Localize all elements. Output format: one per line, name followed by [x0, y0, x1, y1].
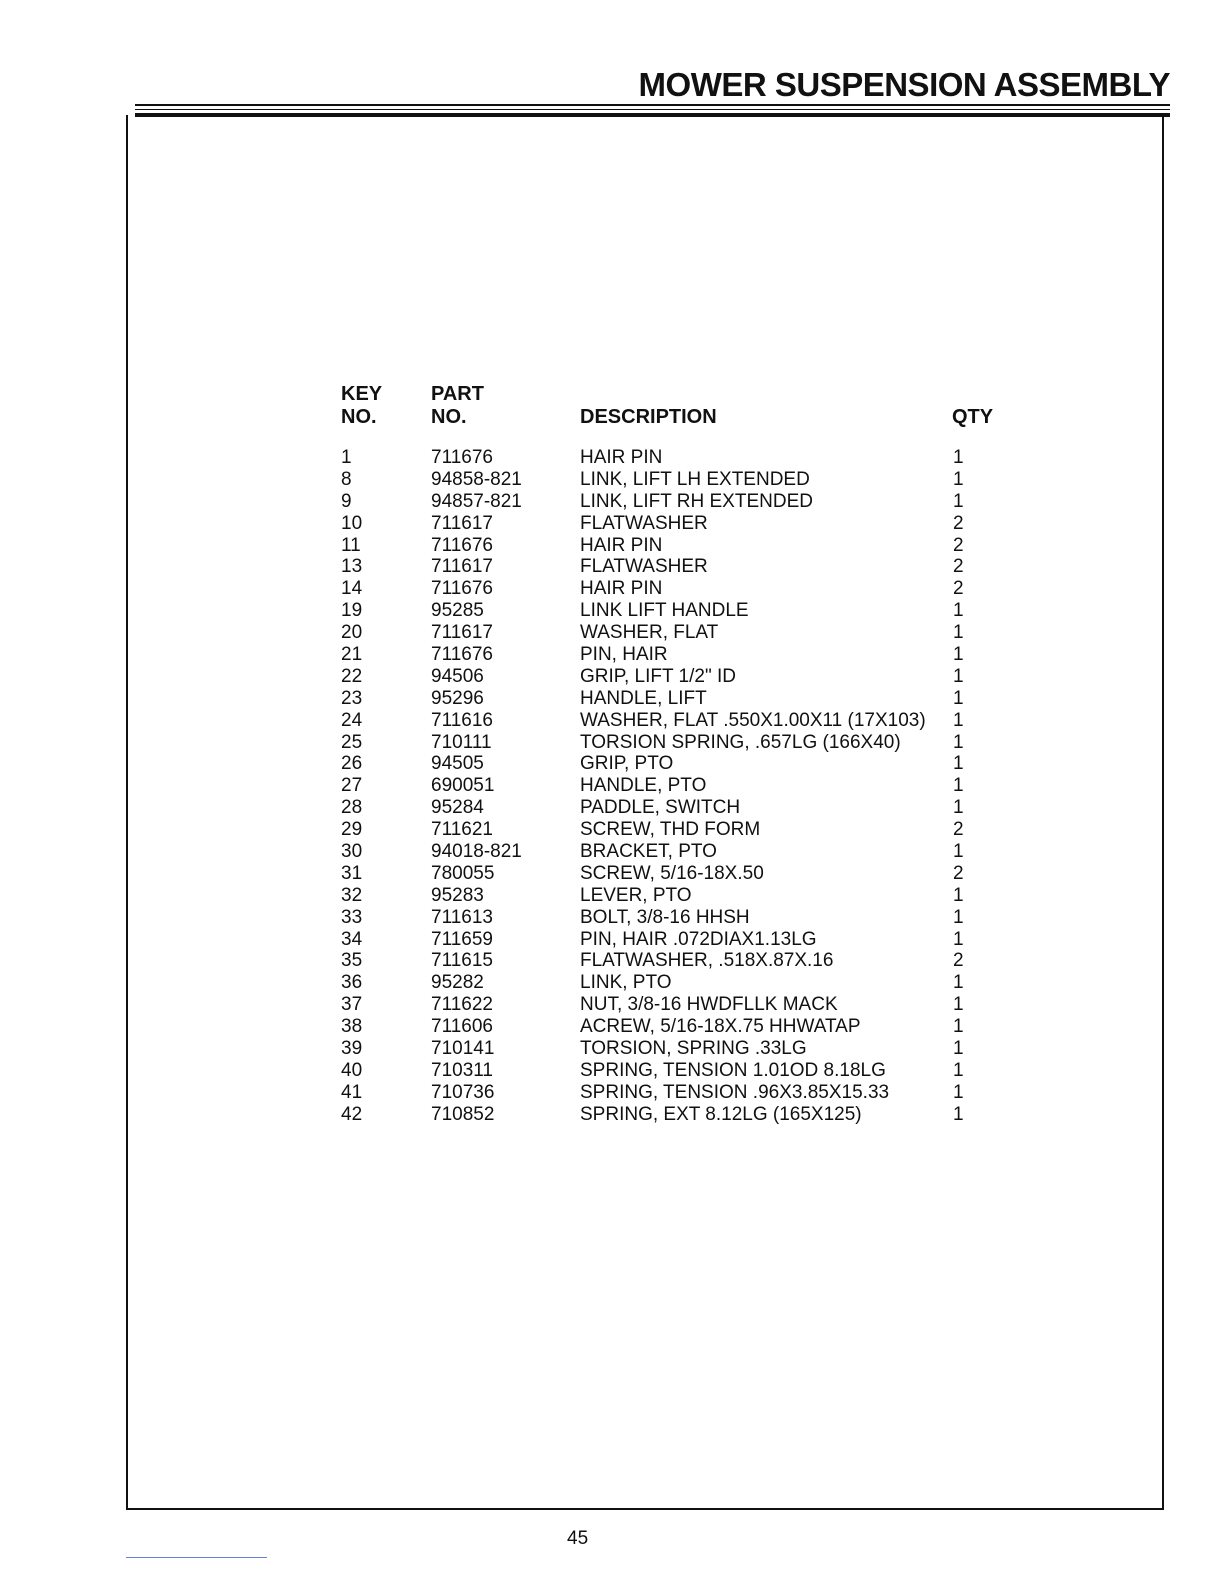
- table-row: [341, 513, 1011, 535]
- qty-cell: 1: [953, 884, 964, 906]
- key-no-cell: 29: [341, 819, 363, 841]
- table-row: [341, 950, 1011, 972]
- table-row: [341, 1082, 1011, 1104]
- part-no-cell: 711613: [431, 906, 493, 928]
- key-no-cell: 8: [341, 468, 352, 490]
- key-no-cell: 41: [341, 1081, 363, 1103]
- key-no-cell: 26: [341, 753, 363, 775]
- description-cell: PIN, HAIR .072DIAX1.13LG: [580, 928, 817, 950]
- part-no-cell: 710111: [431, 731, 492, 753]
- qty-cell: 1: [953, 928, 964, 950]
- description-cell: ACREW, 5/16-18X.75 HHWATAP: [580, 1016, 861, 1038]
- part-no-cell: 94857-821: [431, 490, 522, 512]
- key-no-cell: 31: [341, 862, 363, 884]
- key-no-cell: 35: [341, 950, 363, 972]
- qty-cell: 1: [953, 622, 964, 644]
- page-number: 45: [567, 1528, 589, 1549]
- part-no-cell: 95296: [431, 687, 484, 709]
- description-cell: SPRING, EXT 8.12LG (165X125): [580, 1103, 862, 1125]
- description-cell: BOLT, 3/8-16 HHSH: [580, 906, 750, 928]
- key-no-cell: 9: [341, 490, 352, 512]
- description-cell: FLATWASHER: [580, 556, 708, 578]
- table-header: [341, 383, 1011, 447]
- description-cell: GRIP, PTO: [580, 753, 674, 775]
- table-row: [341, 1060, 1011, 1082]
- header-description: DESCRIPTION: [580, 406, 717, 428]
- key-no-cell: 38: [341, 1016, 363, 1038]
- description-cell: PIN, HAIR: [580, 644, 668, 666]
- part-no-cell: 94018-821: [431, 841, 522, 863]
- part-no-cell: 780055: [431, 862, 495, 884]
- description-cell: TORSION SPRING, .657LG (166X40): [580, 731, 901, 753]
- description-cell: HANDLE, PTO: [580, 775, 707, 797]
- key-no-cell: 42: [341, 1103, 363, 1125]
- part-no-cell: 690051: [431, 775, 495, 797]
- description-cell: SCREW, THD FORM: [580, 819, 761, 841]
- description-cell: SPRING, TENSION 1.01OD 8.18LG: [580, 1059, 886, 1081]
- table-row: [341, 666, 1011, 688]
- title-rule-middle: [135, 109, 1170, 110]
- key-no-cell: 23: [341, 687, 363, 709]
- key-no-cell: 33: [341, 906, 363, 928]
- description-cell: NUT, 3/8-16 HWDFLLK MACK: [580, 994, 838, 1016]
- key-no-cell: 1: [341, 447, 352, 468]
- qty-cell: 1: [953, 1081, 964, 1103]
- page-title: MOWER SUSPENSION ASSEMBLY: [638, 66, 1170, 103]
- description-cell: SCREW, 5/16-18X.50: [580, 862, 764, 884]
- qty-cell: 1: [953, 1103, 964, 1125]
- footer-link-line: [126, 1557, 267, 1558]
- key-no-cell: 13: [341, 556, 363, 578]
- part-no-cell: 711615: [431, 950, 493, 972]
- qty-cell: 2: [953, 862, 964, 884]
- key-no-cell: 36: [341, 972, 363, 994]
- part-no-cell: 711617: [431, 622, 493, 644]
- key-no-cell: 28: [341, 797, 363, 819]
- part-no-cell: 710736: [431, 1081, 495, 1103]
- part-no-cell: 710852: [431, 1103, 495, 1125]
- key-no-cell: 39: [341, 1038, 363, 1060]
- description-cell: PADDLE, SWITCH: [580, 797, 741, 819]
- header-qty: QTY: [952, 406, 994, 428]
- qty-cell: 1: [953, 797, 964, 819]
- table-row: [341, 863, 1011, 885]
- qty-cell: 2: [953, 534, 964, 556]
- qty-cell: 2: [953, 819, 964, 841]
- table-row: [341, 1016, 1011, 1038]
- header-part-line1: PART: [431, 383, 484, 405]
- qty-cell: 1: [953, 753, 964, 775]
- description-cell: HANDLE, LIFT: [580, 687, 707, 709]
- description-cell: BRACKET, PTO: [580, 841, 717, 863]
- part-no-cell: 711617: [431, 512, 493, 534]
- header-key-line2: NO.: [341, 406, 377, 428]
- key-no-cell: 14: [341, 578, 363, 600]
- description-cell: TORSION, SPRING .33LG: [580, 1038, 807, 1060]
- table-row: [341, 841, 1011, 863]
- table-row: [341, 447, 1011, 469]
- table-row: [341, 469, 1011, 491]
- table-row: [341, 622, 1011, 644]
- table-row: [341, 732, 1011, 754]
- key-no-cell: 34: [341, 928, 363, 950]
- table-body: [341, 447, 1011, 1126]
- table-row: [341, 775, 1011, 797]
- key-no-cell: 27: [341, 775, 363, 797]
- description-cell: WASHER, FLAT: [580, 622, 719, 644]
- table-row: [341, 994, 1011, 1016]
- key-no-cell: 24: [341, 709, 363, 731]
- part-no-cell: 711676: [431, 534, 493, 556]
- table-row: [341, 710, 1011, 732]
- qty-cell: 1: [953, 665, 964, 687]
- qty-cell: 1: [953, 775, 964, 797]
- qty-cell: 2: [953, 512, 964, 534]
- description-cell: GRIP, LIFT 1/2" ID: [580, 665, 736, 687]
- qty-cell: 1: [953, 644, 964, 666]
- part-no-cell: 711606: [431, 1016, 493, 1038]
- part-no-cell: 711676: [431, 447, 493, 468]
- qty-cell: 2: [953, 556, 964, 578]
- header-part-line2: NO.: [431, 406, 467, 428]
- qty-cell: 1: [953, 1016, 964, 1038]
- table-row: [341, 753, 1011, 775]
- part-no-cell: 711676: [431, 644, 493, 666]
- part-no-cell: 95283: [431, 884, 484, 906]
- qty-cell: 1: [953, 1038, 964, 1060]
- key-no-cell: 32: [341, 884, 363, 906]
- table-row: [341, 885, 1011, 907]
- description-cell: FLATWASHER, .518X.87X.16: [580, 950, 834, 972]
- qty-cell: 1: [953, 972, 964, 994]
- table-row: [341, 600, 1011, 622]
- qty-cell: 1: [953, 447, 964, 468]
- key-no-cell: 37: [341, 994, 363, 1016]
- table-row: [341, 556, 1011, 578]
- qty-cell: 1: [953, 906, 964, 928]
- table-row: [341, 644, 1011, 666]
- qty-cell: 1: [953, 994, 964, 1016]
- key-no-cell: 25: [341, 731, 363, 753]
- part-no-cell: 94505: [431, 753, 484, 775]
- table-row: [341, 819, 1011, 841]
- title-rule-top: [135, 104, 1170, 106]
- parts-table: [341, 383, 1011, 1126]
- part-no-cell: 710141: [431, 1038, 495, 1060]
- qty-cell: 1: [953, 1059, 964, 1081]
- table-row: [341, 535, 1011, 557]
- key-no-cell: 21: [341, 644, 363, 666]
- table-row: [341, 907, 1011, 929]
- part-no-cell: 94506: [431, 665, 484, 687]
- description-cell: WASHER, FLAT .550X1.00X11 (17X103): [580, 709, 926, 731]
- qty-cell: 1: [953, 687, 964, 709]
- description-cell: HAIR PIN: [580, 534, 663, 556]
- part-no-cell: 95285: [431, 600, 484, 622]
- description-cell: HAIR PIN: [580, 447, 663, 468]
- qty-cell: 1: [953, 468, 964, 490]
- table-row: [341, 491, 1011, 513]
- part-no-cell: 95284: [431, 797, 484, 819]
- part-no-cell: 711616: [431, 709, 493, 731]
- table-row: [341, 929, 1011, 951]
- part-no-cell: 95282: [431, 972, 484, 994]
- qty-cell: 1: [953, 841, 964, 863]
- key-no-cell: 22: [341, 665, 363, 687]
- table-row: [341, 1104, 1011, 1126]
- key-no-cell: 40: [341, 1059, 363, 1081]
- qty-cell: 2: [953, 578, 964, 600]
- key-no-cell: 11: [341, 534, 361, 556]
- part-no-cell: 711617: [431, 556, 493, 578]
- description-cell: LINK, PTO: [580, 972, 672, 994]
- qty-cell: 1: [953, 600, 964, 622]
- header-key-line1: KEY: [341, 383, 383, 405]
- table-row: [341, 1038, 1011, 1060]
- key-no-cell: 30: [341, 841, 363, 863]
- qty-cell: 1: [953, 731, 964, 753]
- description-cell: LINK, LIFT LH EXTENDED: [580, 468, 810, 490]
- table-row: [341, 972, 1011, 994]
- description-cell: LEVER, PTO: [580, 884, 692, 906]
- table-row: [341, 578, 1011, 600]
- description-cell: SPRING, TENSION .96X3.85X15.33: [580, 1081, 890, 1103]
- description-cell: LINK, LIFT RH EXTENDED: [580, 490, 813, 512]
- key-no-cell: 10: [341, 512, 363, 534]
- part-no-cell: 710311: [431, 1059, 493, 1081]
- key-no-cell: 20: [341, 622, 363, 644]
- part-no-cell: 711676: [431, 578, 493, 600]
- qty-cell: 1: [953, 709, 964, 731]
- part-no-cell: 94858-821: [431, 468, 522, 490]
- description-cell: LINK LIFT HANDLE: [580, 600, 749, 622]
- description-cell: HAIR PIN: [580, 578, 663, 600]
- description-cell: FLATWASHER: [580, 512, 708, 534]
- table-row: [341, 797, 1011, 819]
- table-row: [341, 688, 1011, 710]
- qty-cell: 2: [953, 950, 964, 972]
- part-no-cell: 711622: [431, 994, 493, 1016]
- qty-cell: 1: [953, 490, 964, 512]
- key-no-cell: 19: [341, 600, 363, 622]
- part-no-cell: 711621: [431, 819, 493, 841]
- part-no-cell: 711659: [431, 928, 493, 950]
